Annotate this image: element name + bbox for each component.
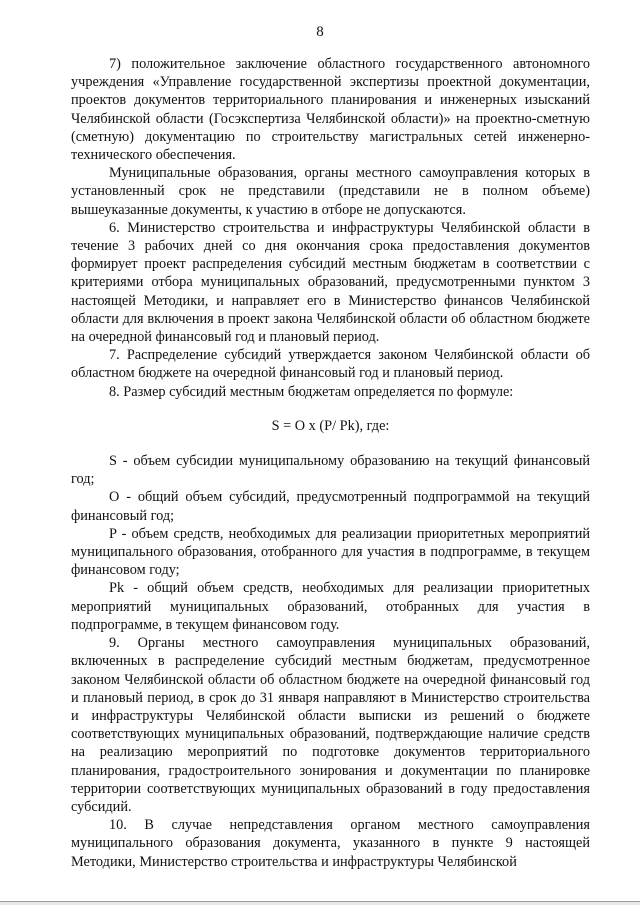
- paragraph-7: 7. Распределение субсидий утверждается законом Челябинской области об областном бюджете на очередной финансовый год и плановый период.: [71, 347, 590, 382]
- paragraph-6: 6. Министерство строительства и инфраструктуры Челябинской области в течение 3 рабочих дней со дня окончания срока предоставления документов формирует проект распределения субсидий местным бюджетам в соответствии с критериями отбора муниципальных образований, предусмотренными пунктом 3 настоящей Методики, и направляет его в Министерство финансов Челябинской области для включения в проект закона Челябинской области об областном бюджете на очередной финансовый год и плановый период.: [71, 219, 590, 346]
- paragraph-9: 9. Органы местного самоуправления муниципальных образований, включенных в распределение субсидий местным бюджетам, предусмотренное законом Челябинской области об областном бюджете на очередной финансовый год и плановый период, в срок до 31 января направляют в Министерство строительства и инфраструктуры Челябинской области выписки из решений о бюджете соответствующих муниципальных образований, подтверждающие наличие средств на реализацию мероприятий по подготовке документов территориального планирования, градостроительного зонирования и документации по планировке территории соответствующих муниципальных образований в году предоставления субсидий.: [71, 635, 590, 815]
- document-body: [71, 55, 590, 871]
- paragraph-8: 8. Размер субсидий местным бюджетам определяется по формуле:: [109, 383, 514, 400]
- scan-bottom-edge: [0, 901, 640, 905]
- definition-pk: Pk - общий объем средств, необходимых для реализации приоритетных мероприятий муниципальных образований, отобранных для участия в подпрограмме, в текущем финансовом году.: [71, 580, 590, 633]
- paragraph-not-admitted: Муниципальные образования, органы местного самоуправления которых в установленный срок не представили (представили не в полном объеме) вышеуказанные документы, к участию в отборе не допускаются.: [71, 165, 590, 218]
- paragraph-item-7: 7) положительное заключение областного государственного автономного учреждения «Управление государственной экспертизы проектной документации, проектов документов территориального планирования и инженерных изысканий Челябинской области (Госэкспертиза Челябинской области)» на проектно-сметную (сметную) документацию по строительству магистральных сетей инженерно-технического обеспечения.: [71, 56, 590, 164]
- page-number: 8: [316, 24, 324, 40]
- definition-o: O - общий объем субсидий, предусмотренный подпрограммой на текущий финансовый год;: [71, 489, 590, 524]
- definition-s: S - объем субсидии муниципальному образованию на текущий финансовый год;: [71, 453, 590, 488]
- paragraph-10: 10. В случае непредставления органом местного самоуправления муниципального образования документа, указанного в пункте 9 настоящей Методики, Министерство строительства и инфраструктуры Челябинской: [71, 817, 590, 870]
- definition-p: P - объем средств, необходимых для реализации приоритетных мероприятий муниципального образования, отобранного для участия в подпрограмме, в текущем финансовом году;: [71, 525, 590, 579]
- formula: S = O x (P/ Pk), где:: [271, 417, 390, 434]
